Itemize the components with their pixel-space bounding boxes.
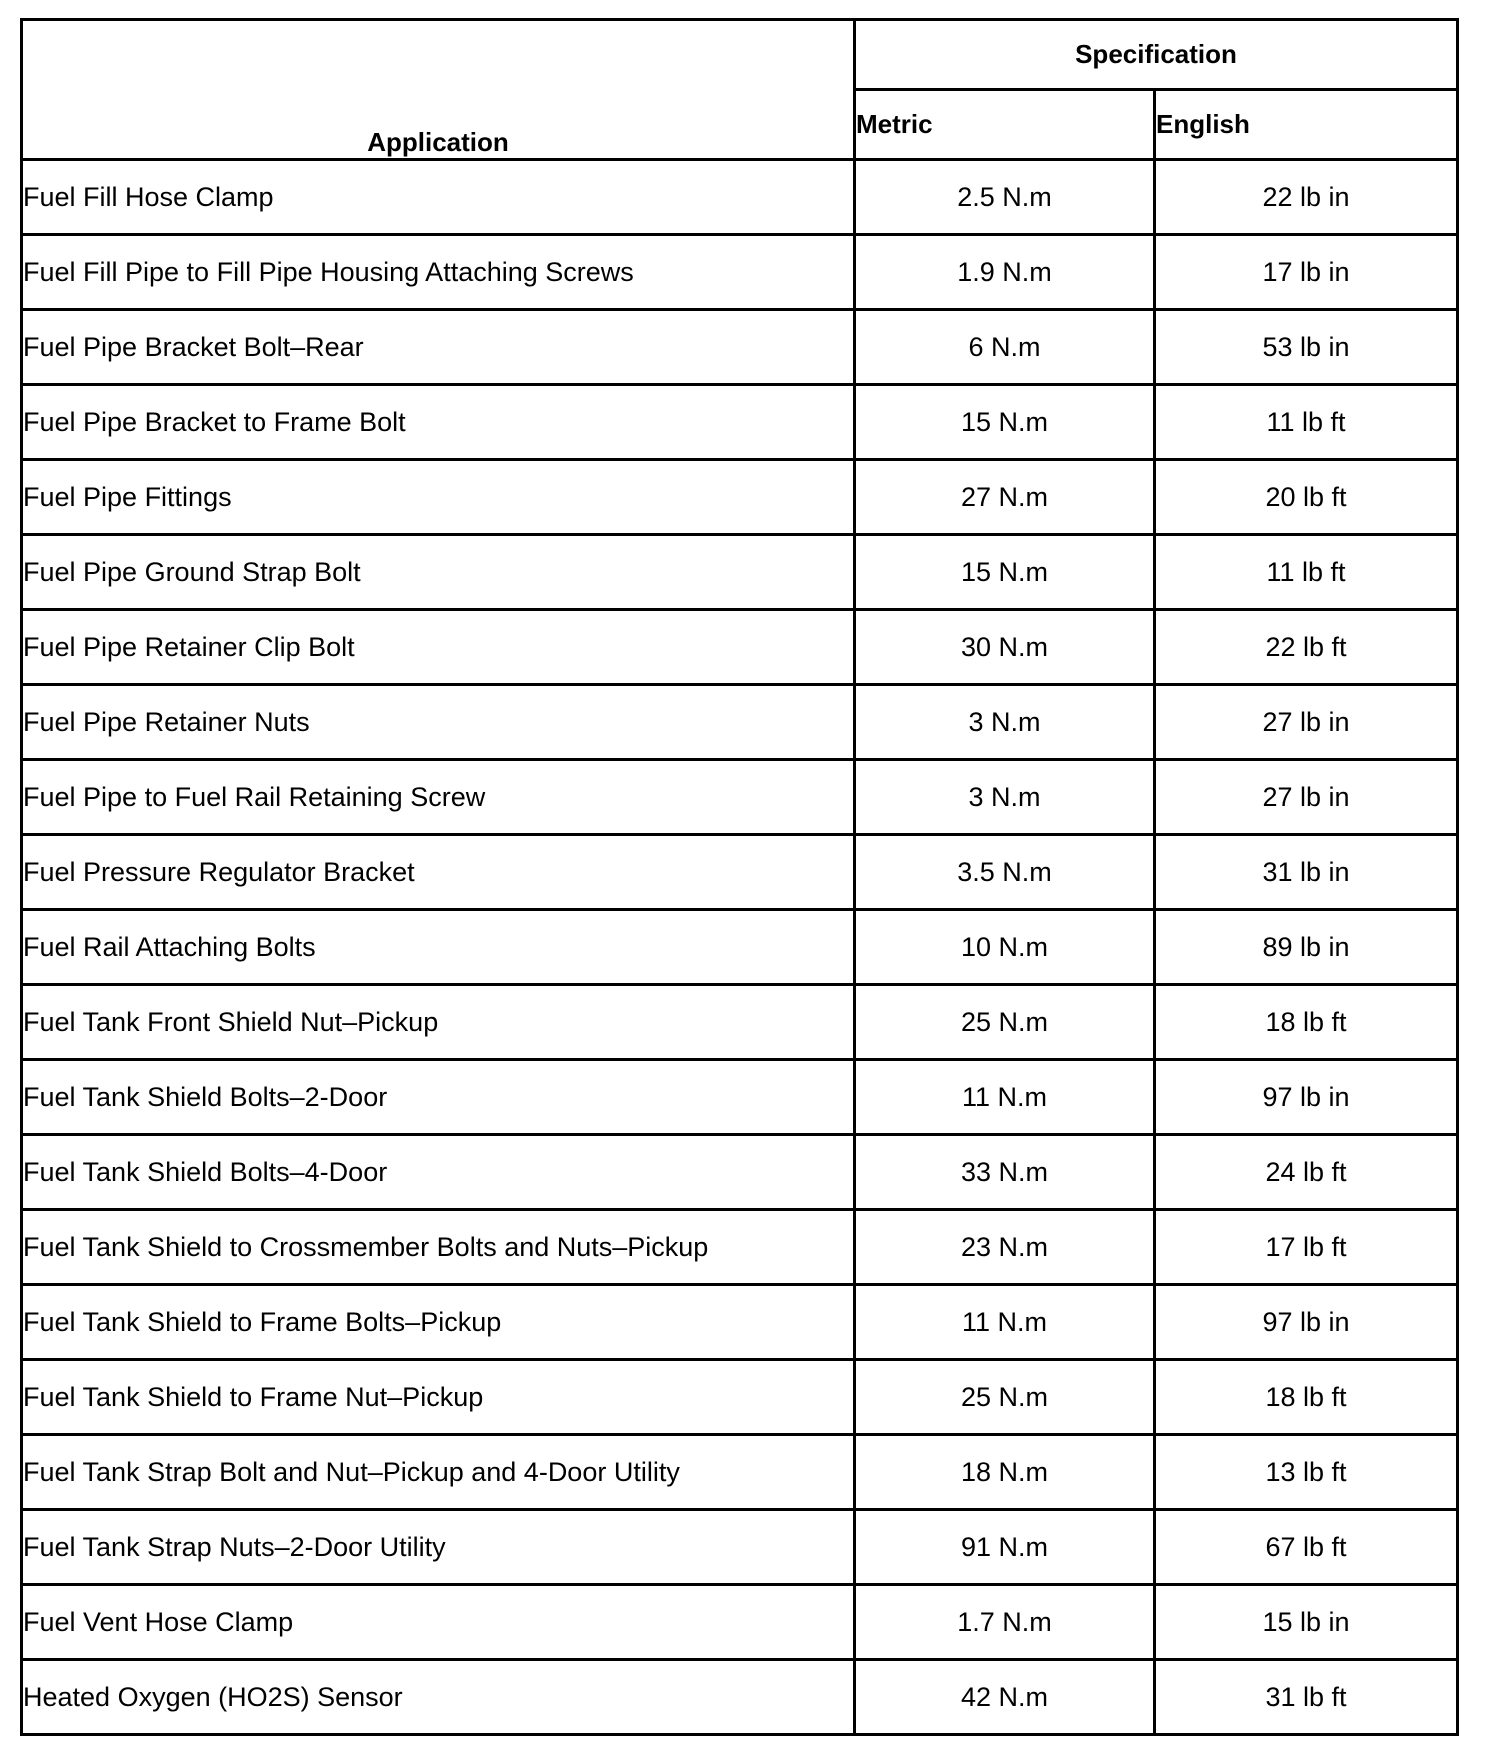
table-row — [22, 1435, 1458, 1510]
metric-cell: 11 N.m — [855, 1285, 1155, 1360]
table-row — [22, 310, 1458, 385]
application-cell: Fuel Pipe Retainer Nuts — [22, 685, 855, 760]
english-cell: 22 lb ft — [1155, 610, 1458, 685]
english-cell: 97 lb in — [1155, 1285, 1458, 1360]
english-cell: 27 lb in — [1155, 760, 1458, 835]
english-cell: 67 lb ft — [1155, 1510, 1458, 1585]
english-cell: 22 lb in — [1155, 160, 1458, 235]
table-row — [22, 985, 1458, 1060]
metric-cell: 15 N.m — [855, 385, 1155, 460]
application-cell: Fuel Tank Strap Bolt and Nut–Pickup and 4-Door Utility — [22, 1435, 855, 1510]
english-cell: 17 lb ft — [1155, 1210, 1458, 1285]
table-row — [22, 535, 1458, 610]
english-header: English — [1155, 90, 1458, 160]
english-cell: 27 lb in — [1155, 685, 1458, 760]
application-cell: Fuel Vent Hose Clamp — [22, 1585, 855, 1660]
metric-header: Metric — [855, 90, 1155, 160]
english-cell: 24 lb ft — [1155, 1135, 1458, 1210]
application-cell: Fuel Tank Shield to Frame Nut–Pickup — [22, 1360, 855, 1435]
table-row — [22, 1585, 1458, 1660]
application-cell: Fuel Tank Shield to Crossmember Bolts and Nuts–Pickup — [22, 1210, 855, 1285]
english-cell: 31 lb in — [1155, 835, 1458, 910]
application-cell: Fuel Pipe Retainer Clip Bolt — [22, 610, 855, 685]
application-cell: Fuel Fill Hose Clamp — [22, 160, 855, 235]
metric-cell: 42 N.m — [855, 1660, 1155, 1735]
table-row — [22, 610, 1458, 685]
metric-cell: 1.9 N.m — [855, 235, 1155, 310]
application-cell: Fuel Fill Pipe to Fill Pipe Housing Attaching Screws — [22, 235, 855, 310]
application-cell: Fuel Pressure Regulator Bracket — [22, 835, 855, 910]
metric-cell: 6 N.m — [855, 310, 1155, 385]
metric-cell: 3.5 N.m — [855, 835, 1155, 910]
table-header — [22, 20, 1458, 160]
application-cell: Fuel Tank Shield to Frame Bolts–Pickup — [22, 1285, 855, 1360]
metric-cell: 2.5 N.m — [855, 160, 1155, 235]
application-cell: Fuel Tank Shield Bolts–2-Door — [22, 1060, 855, 1135]
english-cell: 31 lb ft — [1155, 1660, 1458, 1735]
metric-cell: 25 N.m — [855, 1360, 1155, 1435]
table-row — [22, 1210, 1458, 1285]
table-row — [22, 835, 1458, 910]
english-cell: 17 lb in — [1155, 235, 1458, 310]
application-cell: Heated Oxygen (HO2S) Sensor — [22, 1660, 855, 1735]
application-cell: Fuel Tank Strap Nuts–2-Door Utility — [22, 1510, 855, 1585]
table-row — [22, 1060, 1458, 1135]
english-cell: 18 lb ft — [1155, 985, 1458, 1060]
metric-cell: 11 N.m — [855, 1060, 1155, 1135]
application-cell: Fuel Pipe to Fuel Rail Retaining Screw — [22, 760, 855, 835]
application-cell: Fuel Pipe Bracket to Frame Bolt — [22, 385, 855, 460]
metric-cell: 25 N.m — [855, 985, 1155, 1060]
english-cell: 11 lb ft — [1155, 535, 1458, 610]
table-row — [22, 685, 1458, 760]
english-cell: 11 lb ft — [1155, 385, 1458, 460]
header-row-1 — [22, 20, 1458, 90]
table-row — [22, 235, 1458, 310]
metric-cell: 33 N.m — [855, 1135, 1155, 1210]
application-header: Application — [22, 20, 855, 160]
table-row — [22, 1285, 1458, 1360]
application-cell: Fuel Tank Front Shield Nut–Pickup — [22, 985, 855, 1060]
table-row — [22, 1135, 1458, 1210]
torque-spec-table — [20, 18, 1459, 1736]
metric-cell: 1.7 N.m — [855, 1585, 1155, 1660]
table-row — [22, 160, 1458, 235]
metric-cell: 15 N.m — [855, 535, 1155, 610]
metric-cell: 23 N.m — [855, 1210, 1155, 1285]
table-row — [22, 460, 1458, 535]
table-row — [22, 385, 1458, 460]
metric-cell: 27 N.m — [855, 460, 1155, 535]
english-cell: 97 lb in — [1155, 1060, 1458, 1135]
application-cell: Fuel Pipe Ground Strap Bolt — [22, 535, 855, 610]
table-body — [22, 160, 1458, 1735]
table-row — [22, 1360, 1458, 1435]
application-cell: Fuel Rail Attaching Bolts — [22, 910, 855, 985]
english-cell: 18 lb ft — [1155, 1360, 1458, 1435]
english-cell: 15 lb in — [1155, 1585, 1458, 1660]
table-row — [22, 1660, 1458, 1735]
table-row — [22, 1510, 1458, 1585]
application-cell: Fuel Pipe Fittings — [22, 460, 855, 535]
table-row — [22, 910, 1458, 985]
specification-header: Specification — [855, 20, 1458, 90]
english-cell: 53 lb in — [1155, 310, 1458, 385]
metric-cell: 91 N.m — [855, 1510, 1155, 1585]
english-cell: 89 lb in — [1155, 910, 1458, 985]
metric-cell: 3 N.m — [855, 760, 1155, 835]
english-cell: 20 lb ft — [1155, 460, 1458, 535]
application-cell: Fuel Pipe Bracket Bolt–Rear — [22, 310, 855, 385]
metric-cell: 10 N.m — [855, 910, 1155, 985]
application-cell: Fuel Tank Shield Bolts–4-Door — [22, 1135, 855, 1210]
english-cell: 13 lb ft — [1155, 1435, 1458, 1510]
metric-cell: 3 N.m — [855, 685, 1155, 760]
table-row — [22, 760, 1458, 835]
metric-cell: 30 N.m — [855, 610, 1155, 685]
metric-cell: 18 N.m — [855, 1435, 1155, 1510]
